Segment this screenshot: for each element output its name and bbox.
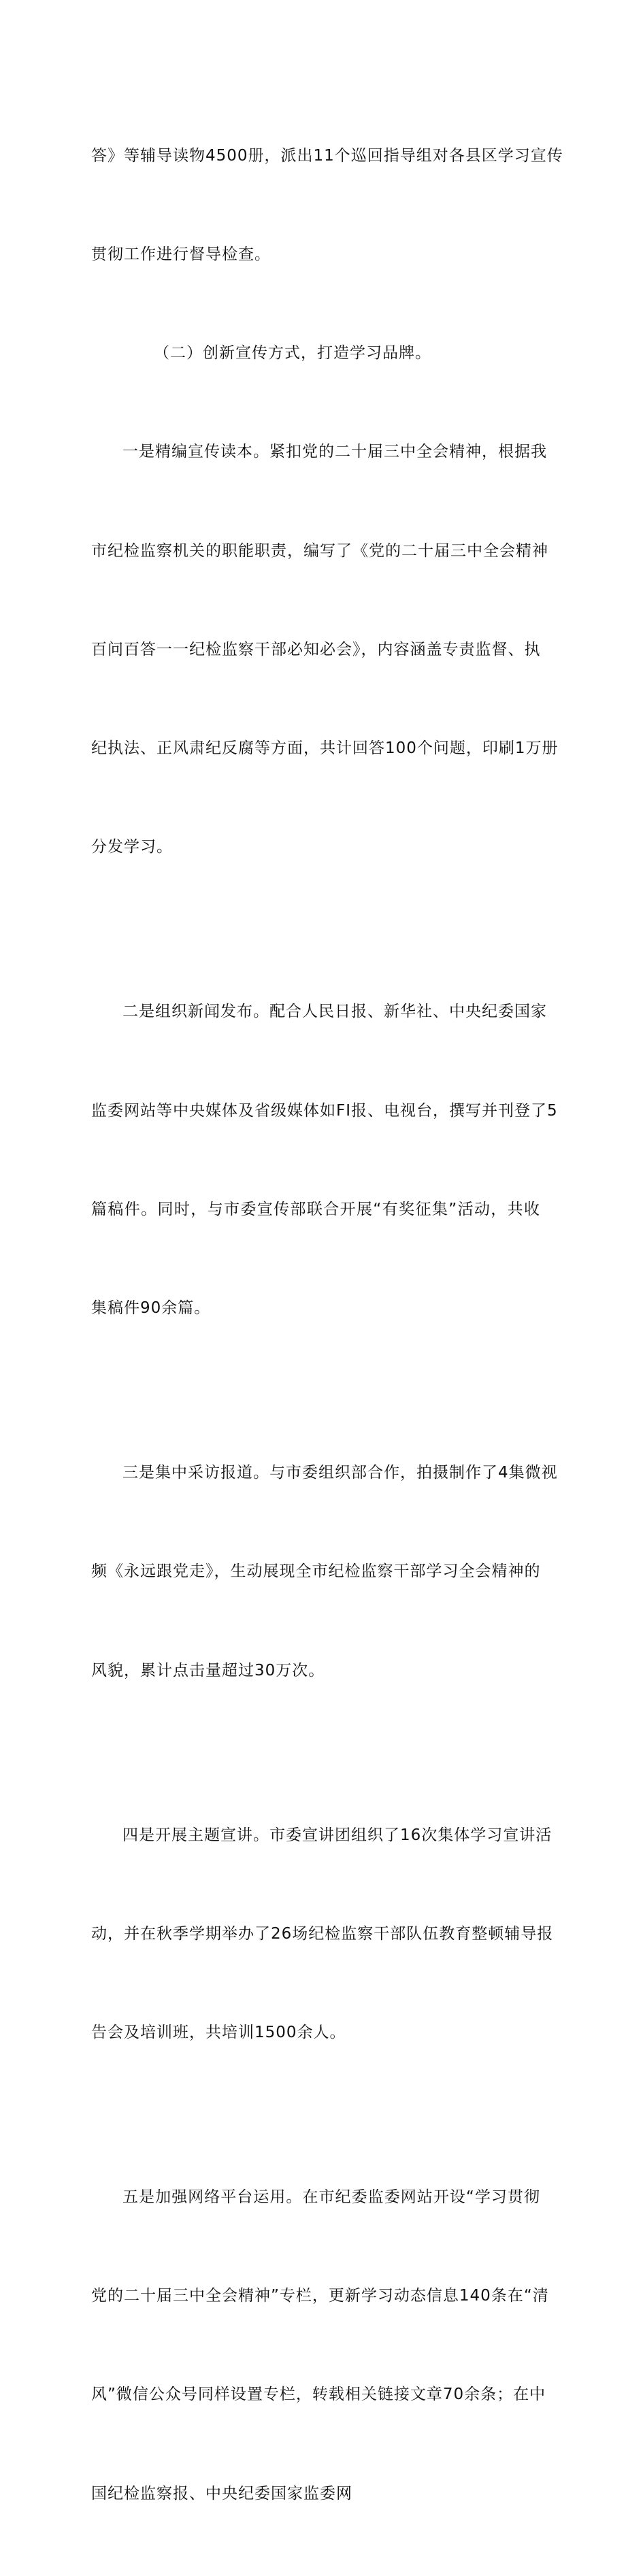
text-line: 纪执法、正风肃纪反腐等方面，共计回答100个问题，印刷1万册 [91,739,559,758]
text-line: 风”微信公众号同样设置专栏，转载相关链接文章70余条；在中 [91,2386,546,2404]
text-line: 风貌，累计点击量超过30万次。 [91,1661,325,1679]
paragraph-online-platform [91,2115,549,2576]
section-heading [91,337,540,369]
text-line: 三是集中采访报道。与市委组织部合作，拍摄制作了4集微视 [122,1464,558,1482]
paragraph-continuation [91,73,563,337]
text-line: 一是精编宣传读本。紧扣党的二十届三中全会精神，根据我 [122,443,547,461]
text-line: 贯彻工作进行督导检查。 [91,246,271,264]
text-line: 频《永远跟党走》，生动展现全市纪检监察干部学习全会精神的 [91,1562,541,1581]
text-line: 监委网站等中央媒体及省级媒体如FI报、电视台，撰写并刊登了5 [91,1101,558,1120]
text-line: 市纪检监察机关的职能职责，编写了《党的二十届三中全会精神 [91,541,548,560]
text-line: 国纪检监察报、中央纪委国家监委网 [91,2484,352,2503]
paragraph-interview-report [91,1390,558,1752]
text-line: 答》等辅导读物4500册，派出11个巡回指导组对各县区学习宣传 [91,146,563,165]
text-line: 百问百答一一纪检监察干部必知必会》，内容涵盖专责监督、执 [91,640,541,658]
text-line: （二）创新宣传方式，打造学习品牌。 [154,344,431,363]
text-line: 告会及培训班，共培训1500余人。 [91,2023,346,2041]
text-line: 分发学习。 [91,838,173,856]
text-line: 党的二十届三中全会精神”专栏，更新学习动态信息140条在“清 [91,2287,549,2305]
document-body [91,73,563,2576]
paragraph-reading-material [91,370,559,930]
text-line: 五是加强网络平台运用。在市纪委监委网站开设“学习贯彻 [122,2188,540,2206]
paragraph-news-release [91,930,558,1391]
text-line: 动，并在秋季学期举办了26场纪检监察干部队伍教育整顿辅导报 [91,1924,554,1943]
text-line: 篇稿件。同时，与市委宣传部联合开展“有奖征集”活动，共收 [91,1200,540,1218]
text-line: 四是开展主题宣讲。市委宣讲团组织了16次集体学习宣讲活 [122,1826,553,1844]
text-line: 集稿件90余篇。 [91,1299,211,1318]
text-line: 二是组织新闻发布。配合人民日报、新华社、中央纪委国家 [122,1003,547,1021]
paragraph-theme-lecture [91,1753,554,2115]
